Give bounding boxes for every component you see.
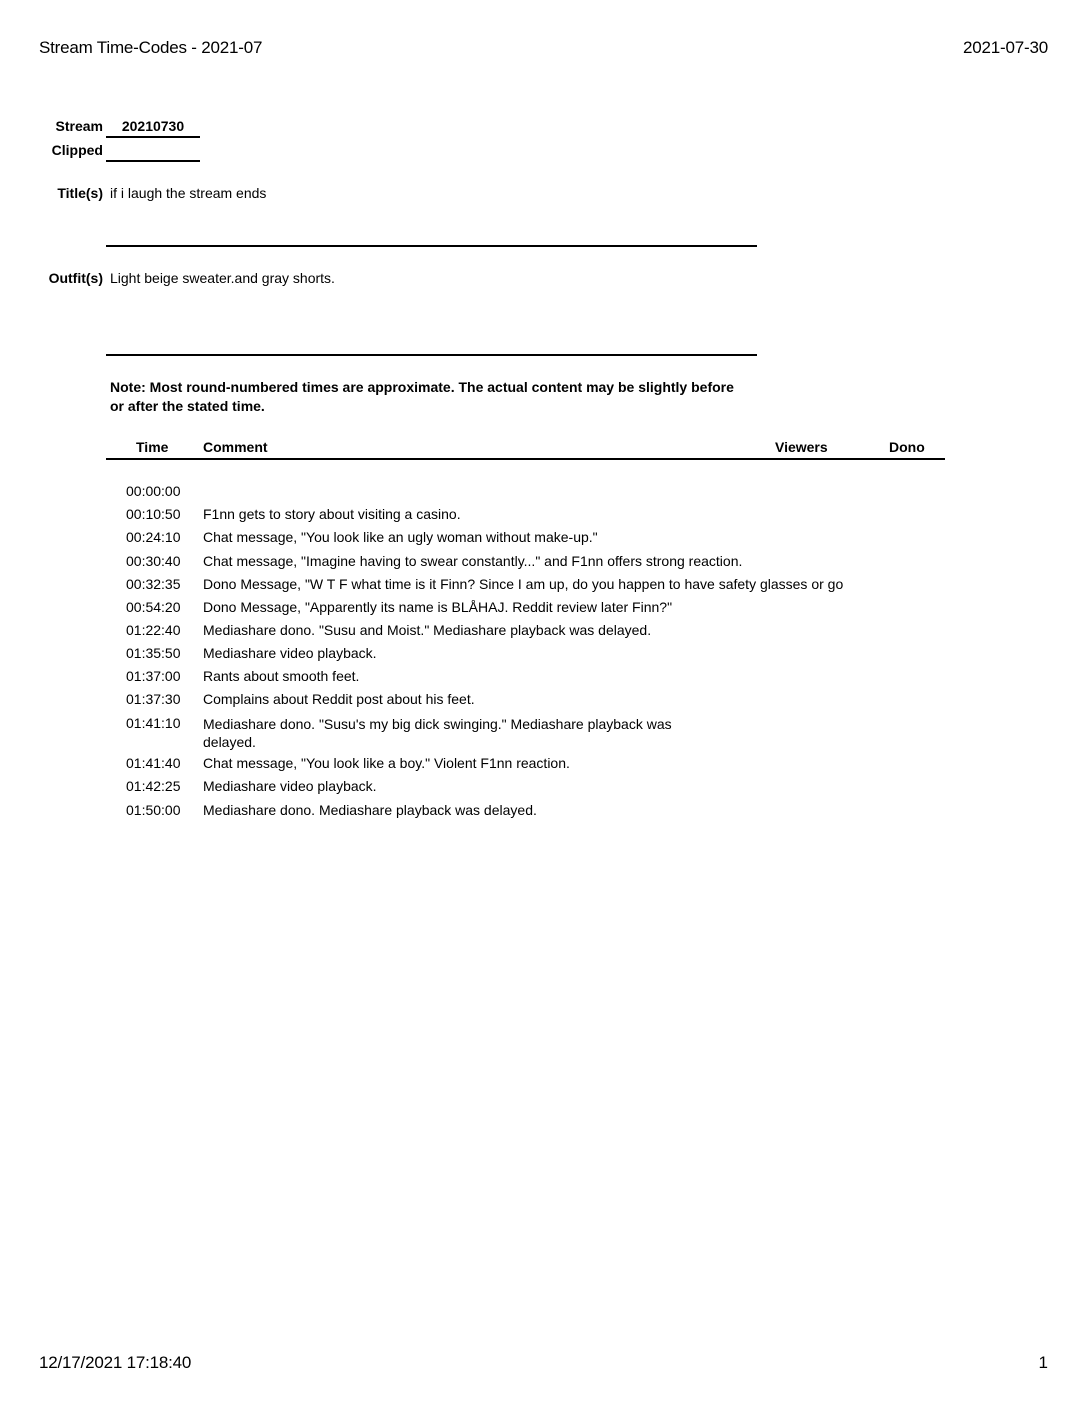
row-time: 01:37:30 [126,691,181,707]
page-number: 1 [1038,1353,1048,1372]
row-comment: Dono Message, "W T F what time is it Finn? Since I am up, do you happen to have safety glasses or go [203,576,844,592]
outfits-value: Light beige sweater.and gray shorts. [110,270,335,286]
row-time: 01:42:25 [126,778,181,794]
row-time: 01:50:00 [126,802,181,818]
row-comment: Mediashare dono. "Susu and Moist." Mediashare playback was delayed. [203,622,652,638]
row-comment: Complains about Reddit post about his feet. [203,691,475,707]
page-header-date: 2021-07-30 [963,38,1048,57]
row-comment: Mediashare dono. "Susu's my big dick swinging." Mediashare playback was delayed. [203,716,672,750]
row-time: 01:37:00 [126,668,181,684]
row-comment: Chat message, "Imagine having to swear constantly..." and F1nn offers strong reaction. [203,553,743,569]
row-comment: Chat message, "You look like an ugly woman without make-up." [203,529,598,545]
row-time: 01:35:50 [126,645,181,661]
approximation-note: Note: Most round-numbered times are approximate. The actual content may be slightly before or after the stated time. [110,379,734,414]
row-comment: Dono Message, "Apparently its name is BLÅHAJ. Reddit review later Finn?" [203,599,673,615]
stream-value: 20210730 [106,116,200,138]
row-time: 00:10:50 [126,506,181,522]
outfits-label: Outfit(s) [48,270,103,286]
row-time: 00:24:10 [126,529,181,545]
titles-label: Title(s) [57,185,103,201]
row-comment: Rants about smooth feet. [203,668,360,684]
print-timestamp: 12/17/2021 17:18:40 [39,1353,192,1372]
row-time: 01:41:40 [126,755,181,771]
clipped-label: Clipped [51,142,103,158]
row-time: 01:22:40 [126,622,181,638]
titles-value: if i laugh the stream ends [110,185,267,201]
table-header-rule [106,458,945,460]
row-comment: F1nn gets to story about visiting a casino. [203,506,461,522]
column-header-viewers: Viewers [775,439,828,455]
outfits-rule [106,354,757,356]
clipped-value [106,140,200,162]
titles-rule [106,245,757,247]
row-comment: Mediashare dono. Mediashare playback was delayed. [203,802,537,818]
row-time: 00:32:35 [126,576,181,592]
row-time: 01:41:10 [126,715,181,731]
stream-label: Stream [55,118,103,134]
row-time: 00:30:40 [126,553,181,569]
page-header-title: Stream Time-Codes - 2021-07 [39,38,263,57]
row-comment: Chat message, "You look like a boy." Violent F1nn reaction. [203,755,570,771]
column-header-comment: Comment [203,439,268,455]
row-comment: Mediashare video playback. [203,778,377,794]
column-header-dono: Dono [889,439,925,455]
row-comment: Mediashare video playback. [203,645,377,661]
row-time: 00:00:00 [126,483,181,499]
row-time: 00:54:20 [126,599,181,615]
column-header-time: Time [136,439,169,455]
